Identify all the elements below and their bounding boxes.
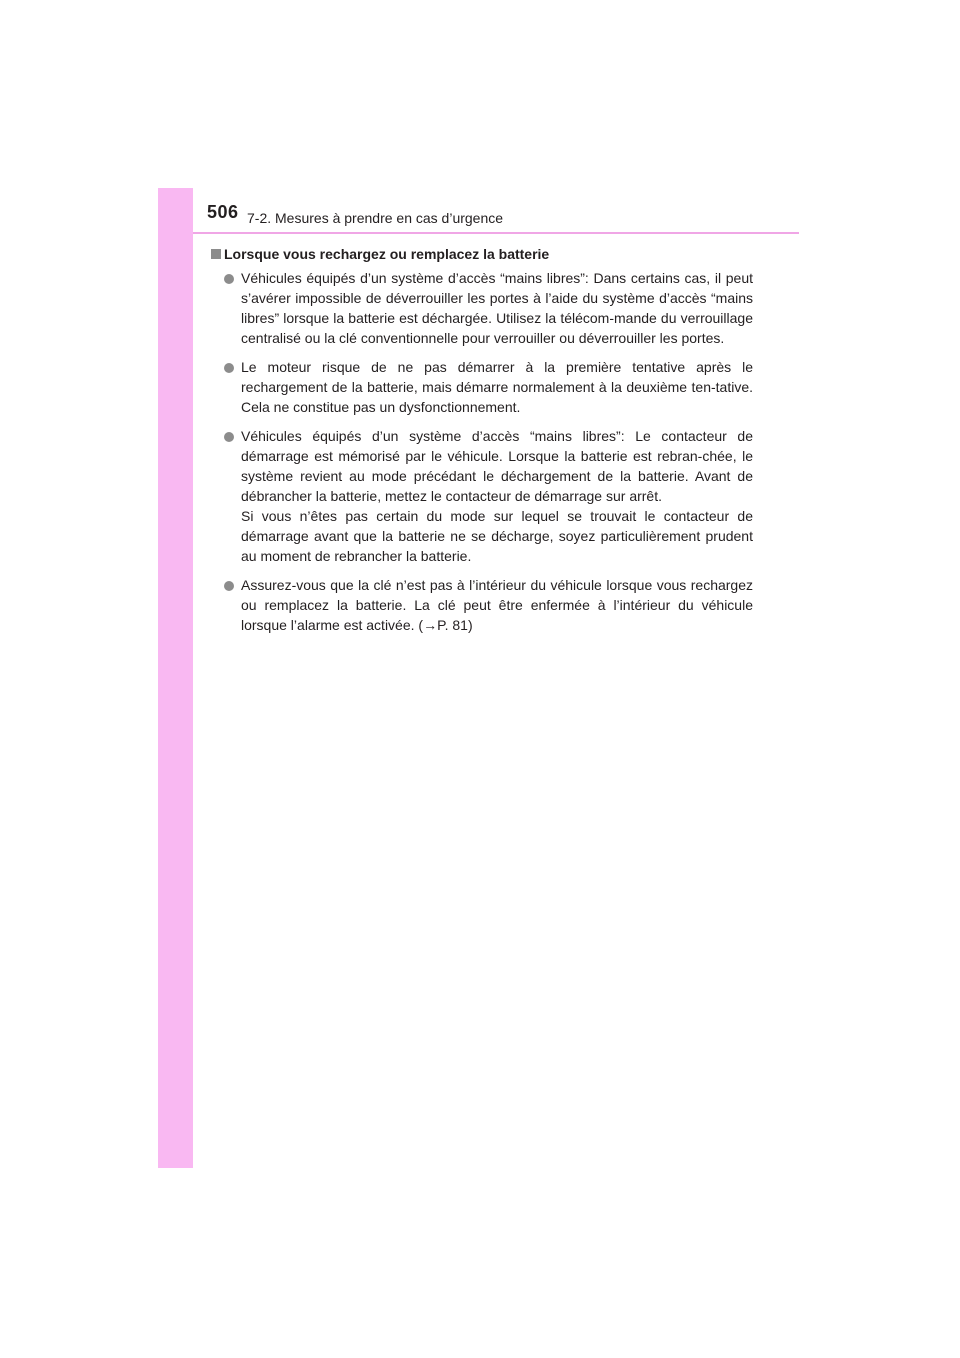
list-item — [211, 426, 753, 566]
page-number: 506 — [207, 202, 239, 222]
circle-bullet-icon — [224, 274, 234, 284]
square-bullet-icon — [211, 249, 221, 259]
circle-bullet-icon — [224, 581, 234, 591]
circle-bullet-icon — [224, 432, 234, 442]
list-item-text: Assurez-vous que la clé n’est pas à l’intérieur du véhicule lorsque vous rechargez ou remplacez la batterie. La clé peut être enfermée à l’intérieur du véhicule lorsque l’alarme est activée. (→P. 81) — [241, 577, 753, 633]
section-title: 7-2. Mesures à prendre en cas d’urgence — [247, 210, 504, 226]
circle-bullet-icon — [224, 363, 234, 373]
page-header — [193, 188, 799, 234]
list-item — [211, 357, 753, 417]
subsection-heading-text: Lorsque vous rechargez ou remplacez la batterie — [224, 246, 550, 262]
list-item-text: Le moteur risque de ne pas démarrer à la première tentative après le rechargement de la batterie, mais démarre normalement à la deuxième ten-tative. Cela ne constitue pas un dysfonctionnement. — [241, 359, 753, 415]
chapter-side-band — [158, 188, 193, 1168]
subsection-heading — [211, 244, 753, 264]
page-content — [211, 244, 753, 644]
list-item — [211, 575, 753, 635]
list-item — [211, 268, 753, 348]
list-item-text: Véhicules équipés d’un système d’accès “mains libres”: Le contacteur de démarrage est mémorisé par le véhicule. Lorsque la batterie est rebran-chée, le système revient au mode précédant le déchargement de la batterie. Avant de débrancher la batterie, mettez le contacteur de démarrage sur arrêt. Si vous n’êtes pas certain du mode sur lequel se trouvait le contacteur de démarrage avant que la batterie ne se décharge, soyez particulièrement prudent au moment de rebrancher la batterie. — [241, 428, 753, 564]
header-rule — [193, 232, 799, 234]
list-item-text: Véhicules équipés d’un système d’accès “mains libres”: Dans certains cas, il peut s’avérer impossible de déverrouiller les portes à l’aide du système d’accès “mains libres” lorsque la batterie est déchargée. Utilisez la télécom-mande du verrouillage centralisé ou la clé conventionnelle pour verrouiller ou déverrouiller les portes. — [241, 270, 753, 346]
